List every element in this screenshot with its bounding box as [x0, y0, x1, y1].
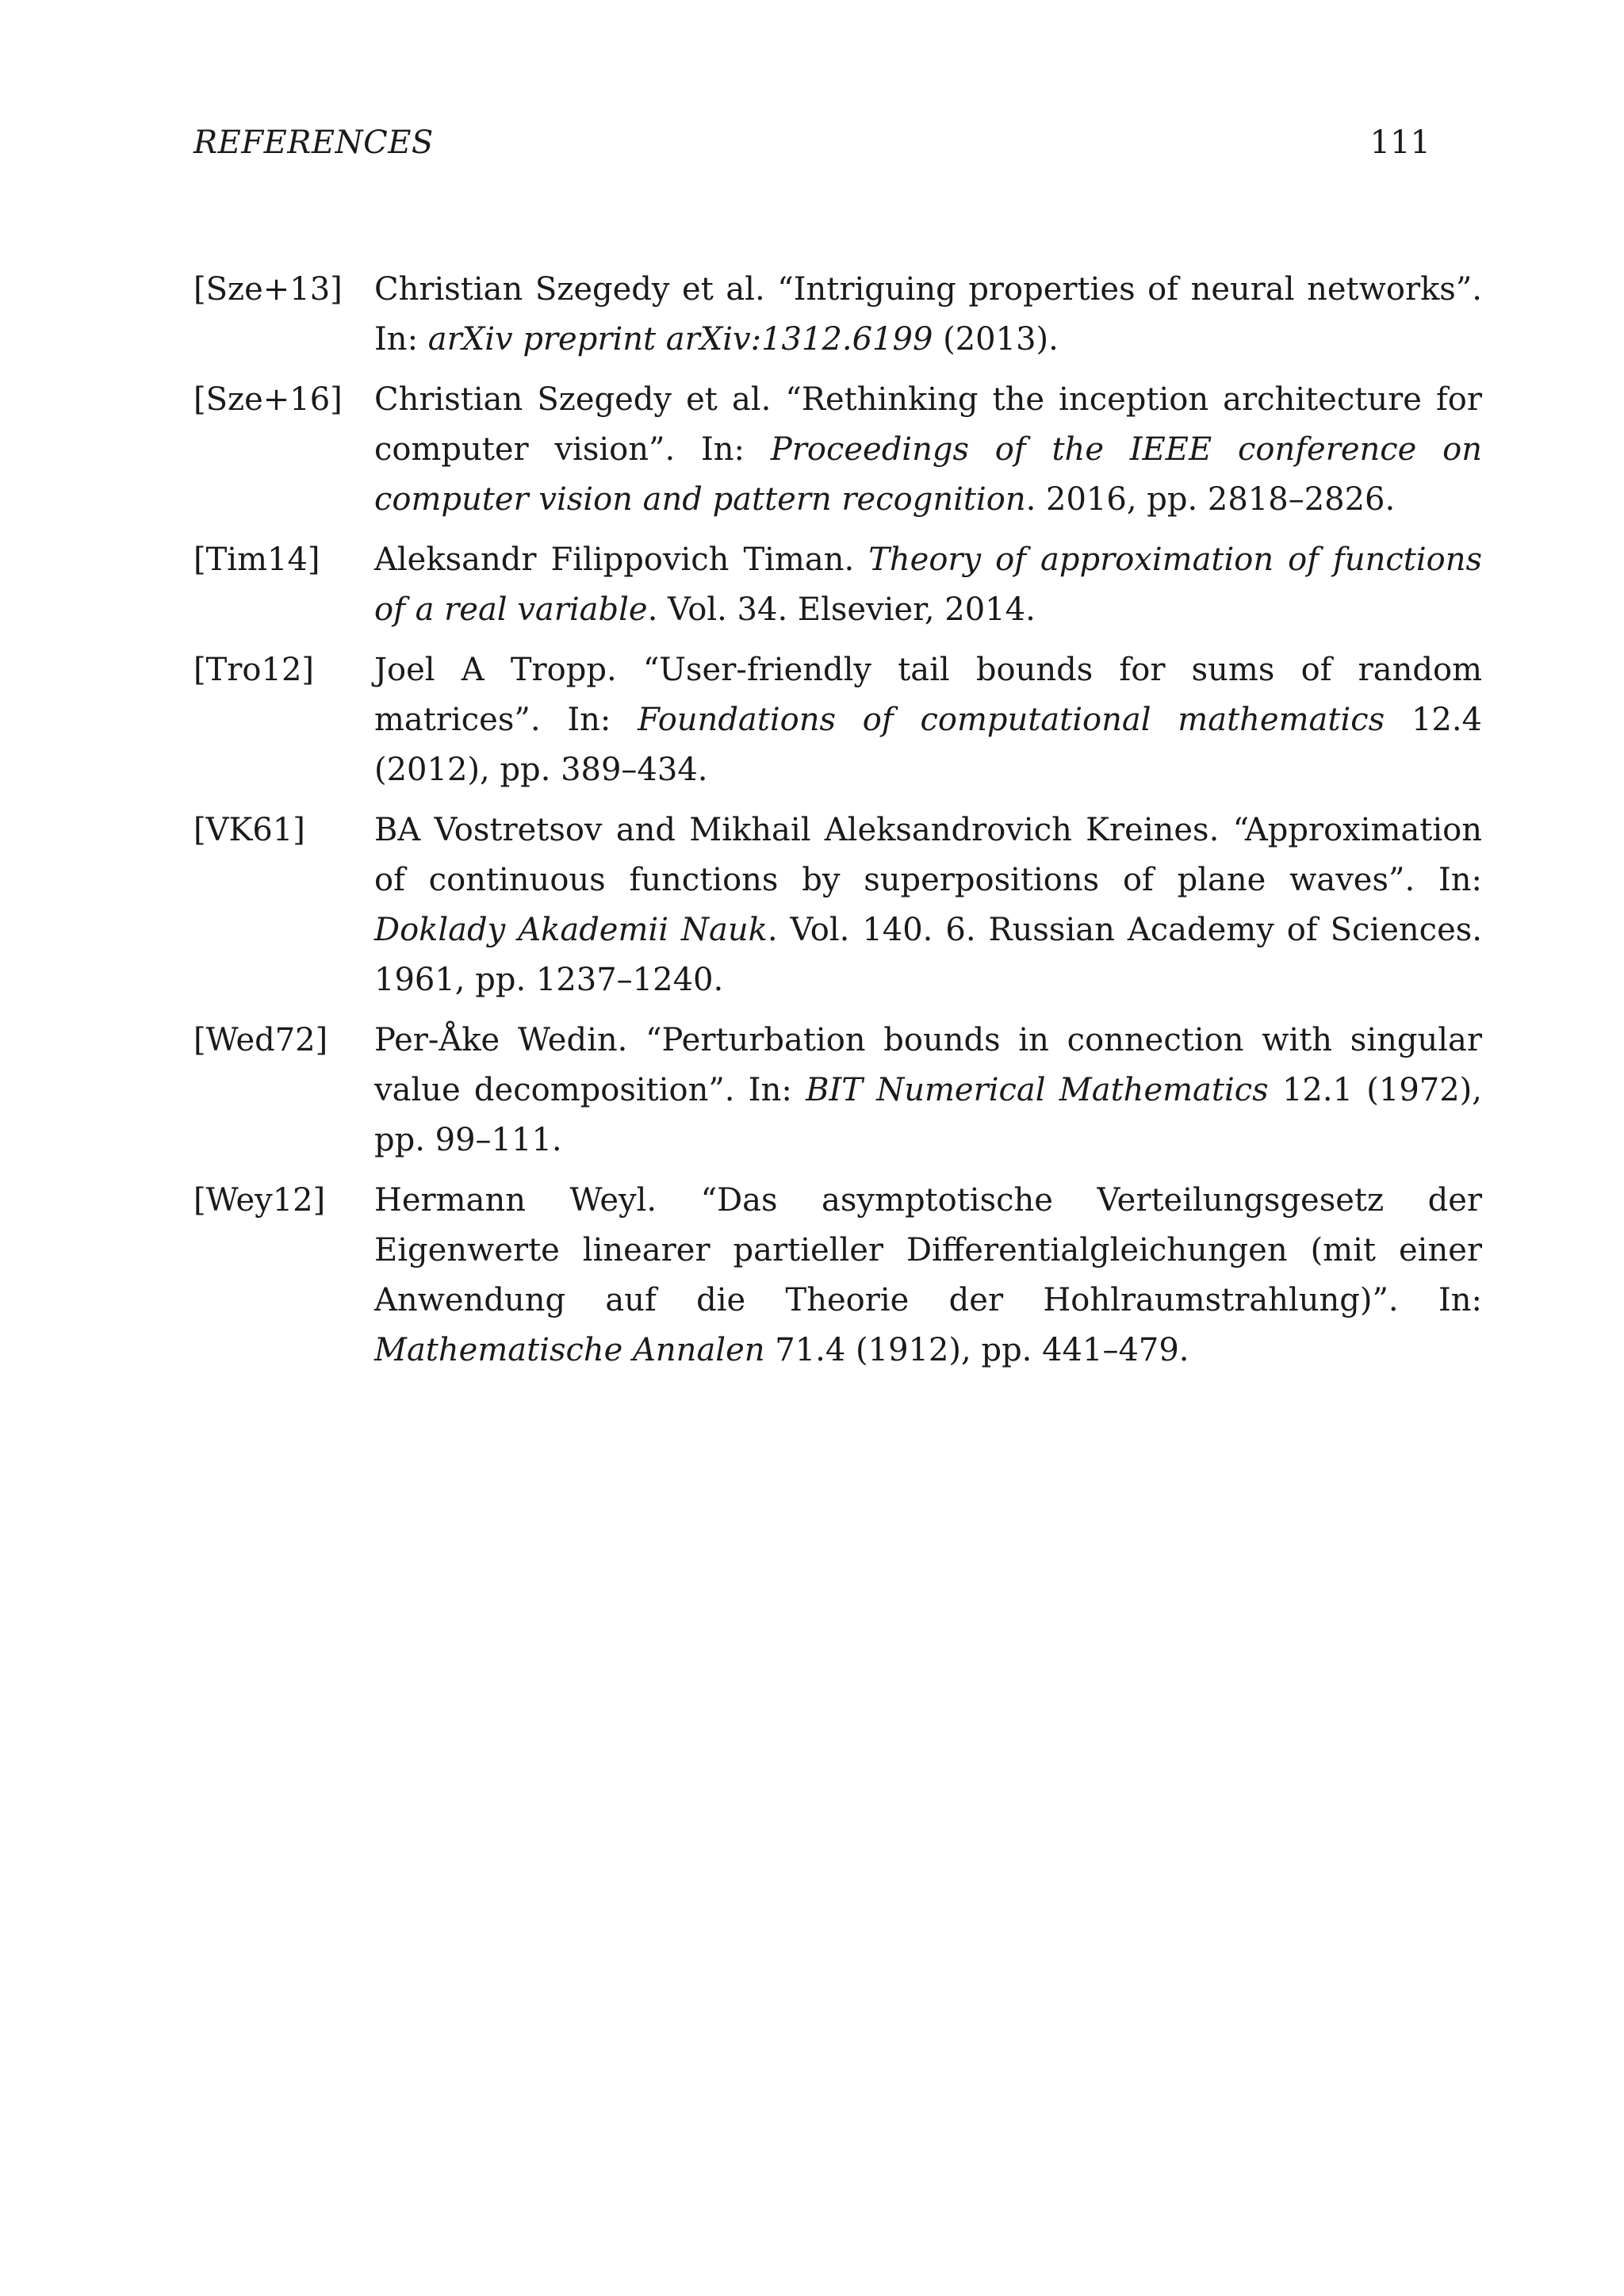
- reference-entry: [193, 535, 1482, 635]
- reference-details: . Vol. 34. Elsevier, 2014.: [647, 591, 1036, 628]
- reference-venue: Doklady Akademii Nauk: [374, 912, 768, 948]
- reference-authors-title: Joel A Tropp. “User-friendly tail bounds for sums of random matrices”. In:: [374, 652, 1482, 738]
- reference-venue: arXiv preprint arXiv:1312.6199: [427, 321, 933, 358]
- reference-authors-title: Christian Szegedy et al. “Intriguing properties of neural networks”. In:: [374, 271, 1482, 358]
- reference-key: [Sze+13]: [193, 271, 343, 308]
- page-number: 111: [1369, 124, 1431, 161]
- reference-authors-title: Aleksandr Filippovich Timan.: [374, 541, 869, 578]
- running-head: REFERENCES: [193, 124, 434, 161]
- reference-authors-title: Hermann Weyl. “Das asymptotische Verteilungsgesetz der Eigenwerte linearer partieller Differentialgleichungen (mit einer Anwendung auf die Theorie der Hohlraumstrahlung)”. In:: [374, 1182, 1482, 1318]
- reference-text: [374, 1176, 1482, 1376]
- reference-text: [374, 265, 1482, 365]
- reference-key: [Sze+16]: [193, 381, 343, 418]
- reference-text: [374, 375, 1482, 525]
- reference-text: [374, 806, 1482, 1005]
- reference-key: [Wed72]: [193, 1022, 328, 1058]
- reference-venue: Mathematische Annalen: [374, 1332, 765, 1368]
- reference-text: [374, 645, 1482, 795]
- reference-key: [Tro12]: [193, 652, 314, 688]
- reference-key: [Tim14]: [193, 541, 320, 578]
- reference-details: . 2016, pp. 2818–2826.: [1025, 481, 1396, 518]
- reference-authors-title: Christian Szegedy et al. “Rethinking the inception architecture for computer vision”. In:: [374, 381, 1482, 468]
- reference-entry: [193, 265, 1482, 365]
- reference-key: [VK61]: [193, 812, 305, 848]
- reference-venue: Proceedings of the IEEE conference on computer vision and pattern recognition: [374, 431, 1482, 518]
- reference-entry: [193, 375, 1482, 525]
- reference-authors-title: Per-Åke Wedin. “Perturbation bounds in connection with singular value decomposition”. In:: [374, 1022, 1482, 1108]
- reference-venue: Foundations of computational mathematics: [638, 702, 1385, 738]
- reference-details: 12.4 (2012), pp. 389–434.: [374, 702, 1483, 788]
- reference-entry: [193, 806, 1482, 1005]
- reference-text: [374, 535, 1482, 635]
- reference-entry: [193, 1016, 1482, 1165]
- reference-details: 12.1 (1972), pp. 99–111.: [374, 1072, 1482, 1158]
- reference-venue: Theory of approximation of functions of a real variable: [374, 541, 1482, 628]
- reference-details: . Vol. 140. 6. Russian Academy of Sciences. 1961, pp. 1237–1240.: [374, 912, 1482, 998]
- reference-entry: [193, 1176, 1482, 1376]
- page-header: [193, 119, 1431, 166]
- reference-entry: [193, 645, 1482, 795]
- reference-authors-title: BA Vostretsov and Mikhail Aleksandrovich Kreines. “Approximation of continuous functions by superpositions of plane waves”. In:: [374, 812, 1482, 898]
- bibliography-list: [193, 265, 1482, 1386]
- reference-key: [Wey12]: [193, 1182, 326, 1219]
- reference-venue: BIT Numerical Mathematics: [806, 1072, 1269, 1108]
- reference-details: 71.4 (1912), pp. 441–479.: [764, 1332, 1189, 1368]
- reference-details: (2013).: [933, 321, 1059, 358]
- reference-text: [374, 1016, 1482, 1165]
